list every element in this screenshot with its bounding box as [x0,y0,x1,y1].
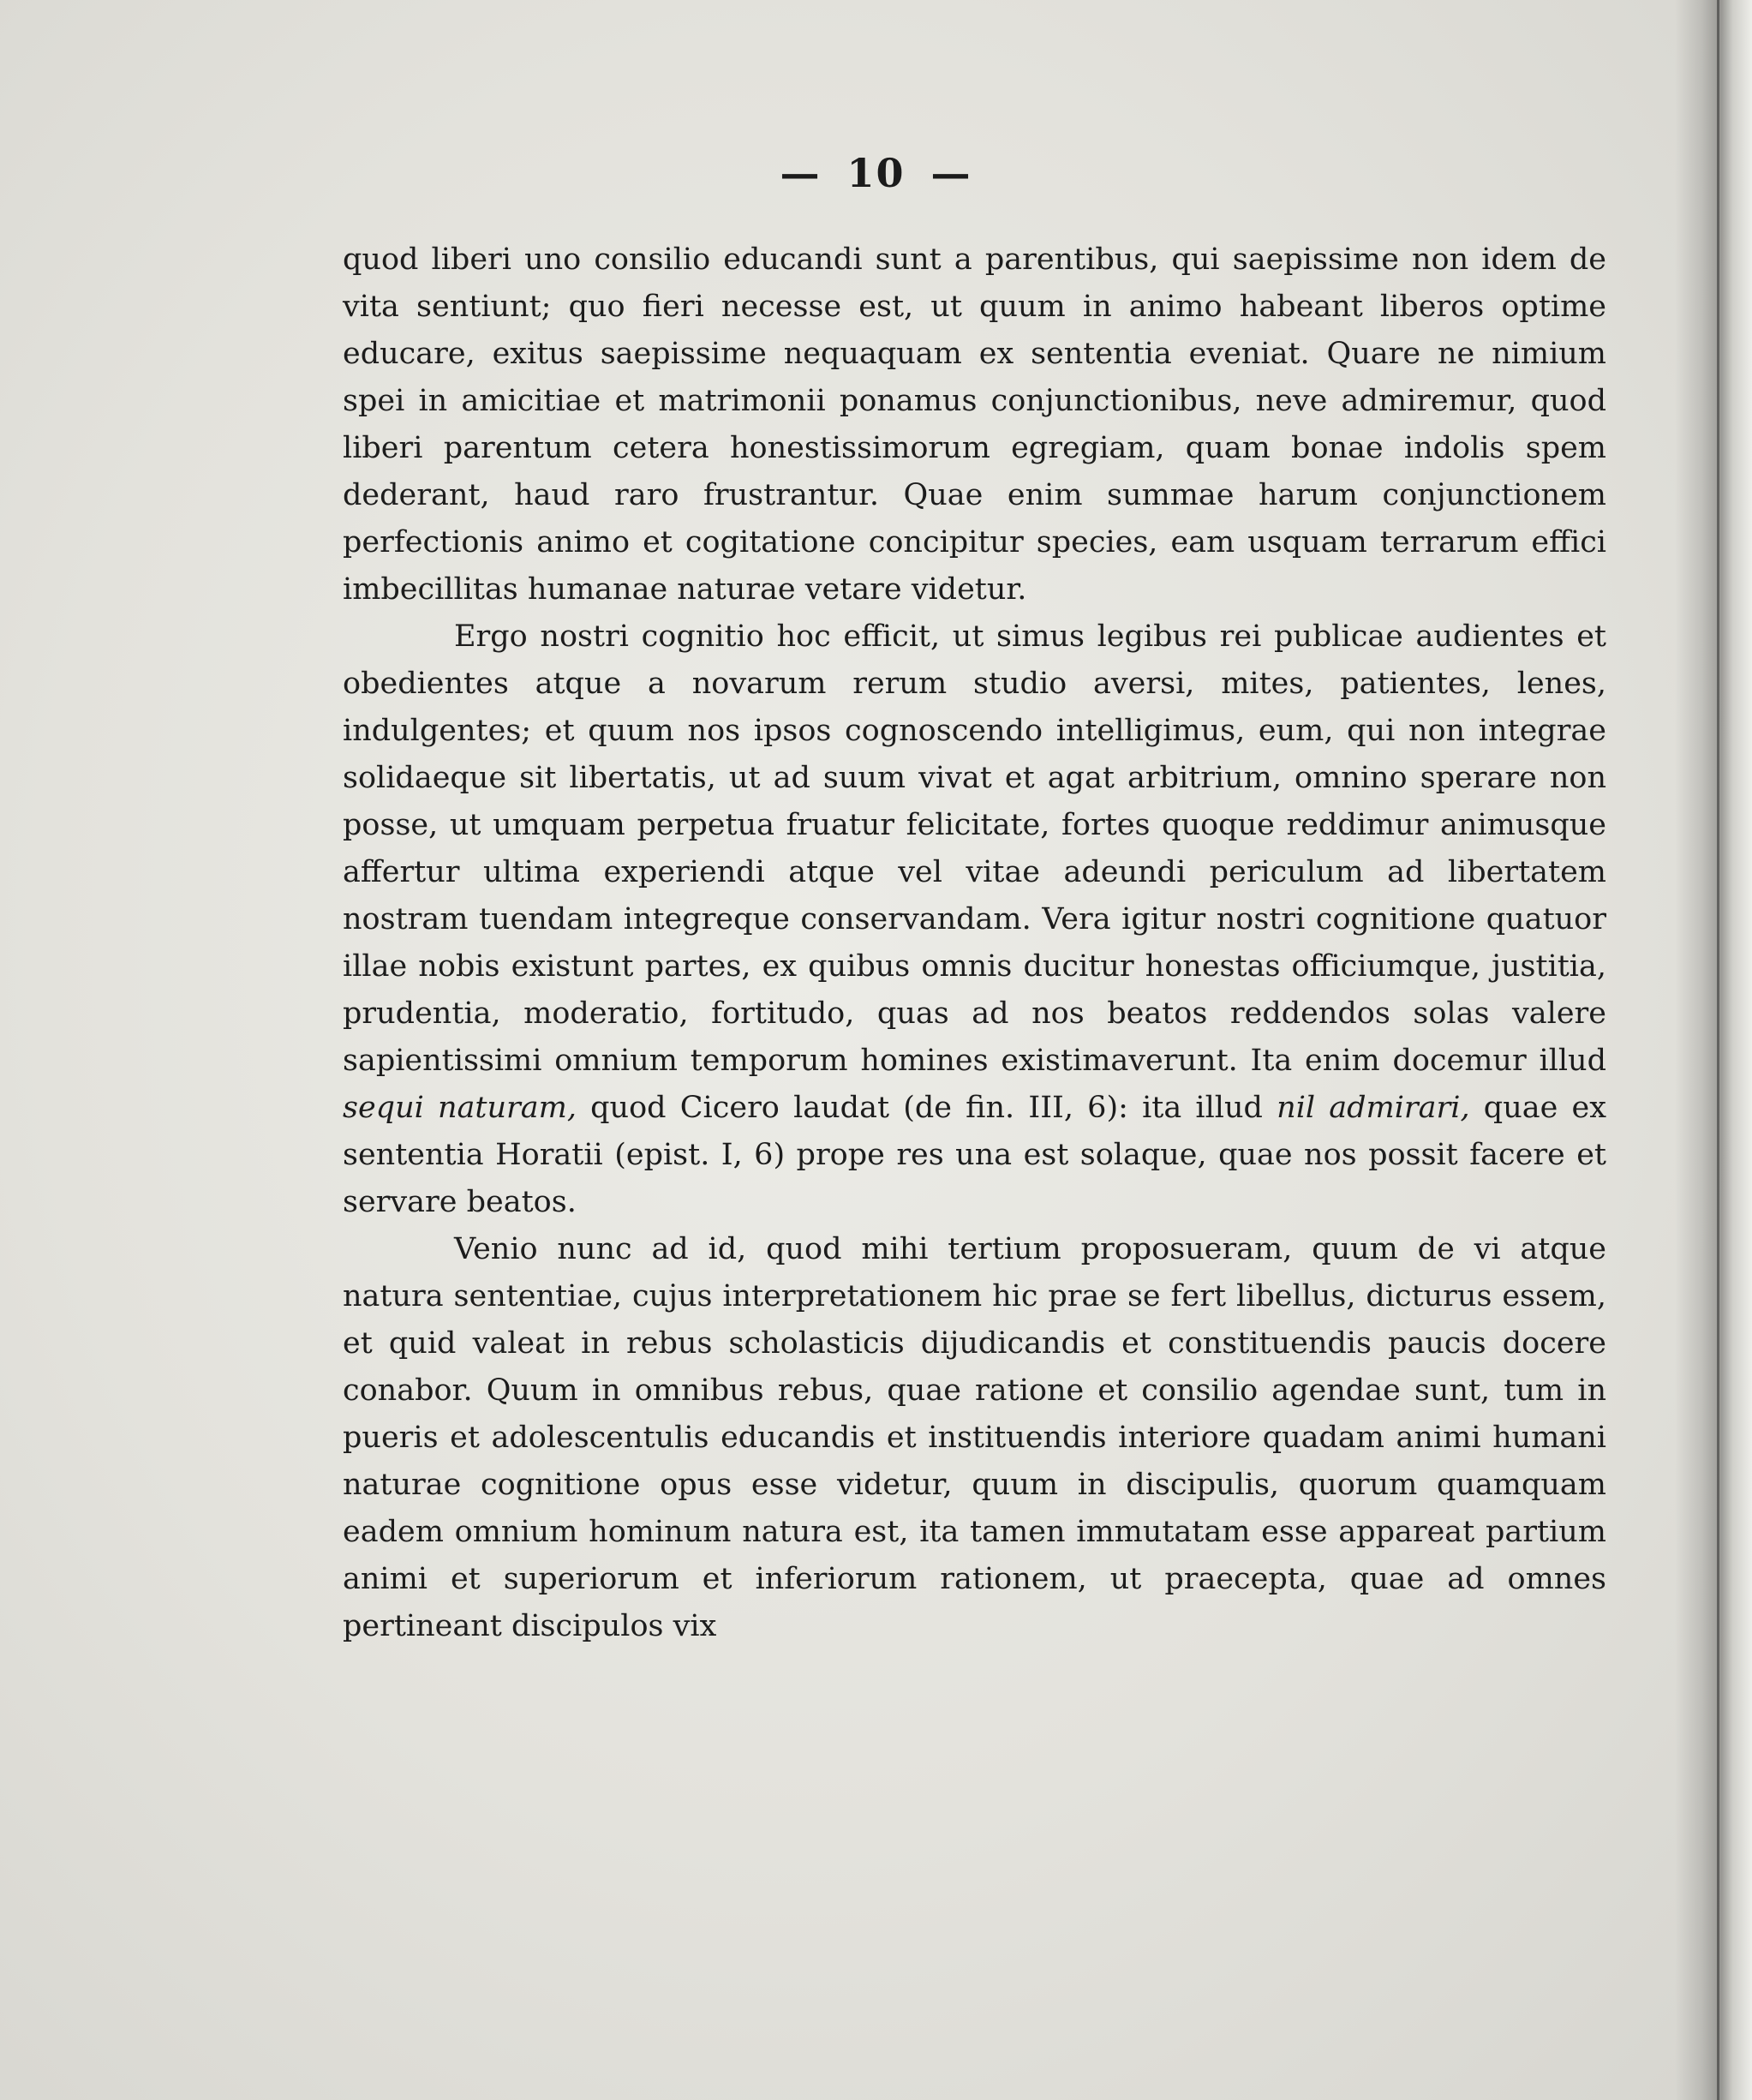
quote-sequi-naturam: sequi naturam, [343,1091,577,1125]
body-text [343,236,1606,1650]
header-dash-left: — [780,150,822,196]
binding-gutter-shadow [1675,0,1752,2100]
paragraph-2-text-a: Ergo nostri cognitio hoc efficit, ut simus legibus rei publicae audientes et obedientes atque a novarum rerum studio aversi, mites, patientes, lenes, indulgentes; et quum nos ipsos cognoscendo intelligimus, eum, qui non integrae solidaeque sit libertatis, ut ad suum vivat et agat arbitrium, omnino sperare non posse, ut umquam perpetua fruatur felicitate, fortes quoque reddimur animusque affertur ultima experiendi atque vel vitae adeundi periculum ad libertatem nostram tuendam integreque conservandam. Vera igitur nostri cognitione quatuor illae nobis existunt partes, ex quibus omnis ducitur honestas officiumque, justitia, prudentia, moderatio, fortitudo, quas ad nos beatos reddendos solas valere sapientissimi omnium temporum homines existimaverunt. Ita enim docemur illud [343,619,1606,1078]
paragraph-2 [343,613,1606,1226]
paragraph-1: quod liberi uno consilio educandi sunt a parentibus, qui saepissime non idem de vita sentiunt; quo fieri necesse est, ut quum in animo habeant liberos optime educare, exitus saepissime nequaquam ex sententia eveniat. Quare ne nimium spei in amicitiae et matrimonii ponamus conjunctionibus, neve admiremur, quod liberi parentum cetera honestissimorum egregiam, quam bonae indolis spem dederant, haud raro frustrantur. Quae enim summae harum conjunctionem perfectionis animo et cogitatione concipitur species, eam usquam terrarum effici imbecillitas humanae naturae vetare videtur. [343,242,1606,607]
binding-edge [1717,0,1719,2100]
paragraph-2-text-c: quae ex sententia Horatii (epist. I, 6) prope res una est solaque, quae nos possit facere et servare beatos. [343,1091,1606,1219]
quote-nil-admirari: nil admirari, [1277,1091,1470,1125]
page-header [0,150,1752,196]
paragraph-2-text-b: quod Cicero laudat (de fin. III, 6): ita illud [590,1091,1263,1125]
paragraph-3: Venio nunc ad id, quod mihi tertium proposueram, quum de vi atque natura sententiae, cujus interpretationem hic prae se fert libellus, dicturus essem, et quid valeat in rebus scholasticis dijudicandis et constituendis paucis docere conabor. Quum in omnibus rebus, quae ratione et consilio agendae sunt, tum in pueris et adolescentulis educandis et instituendis interiore quadam animi humani naturae cognitione opus esse videtur, quum in discipulis, quorum quamquam eadem omnium hominum natura est, ita tamen immutatam esse appareat partium animi et superiorum et inferiorum rationem, ut praecepta, quae ad omnes pertineant discipulos vix [343,1232,1606,1643]
header-dash-right: — [930,150,972,196]
page-number: 10 [846,150,906,196]
